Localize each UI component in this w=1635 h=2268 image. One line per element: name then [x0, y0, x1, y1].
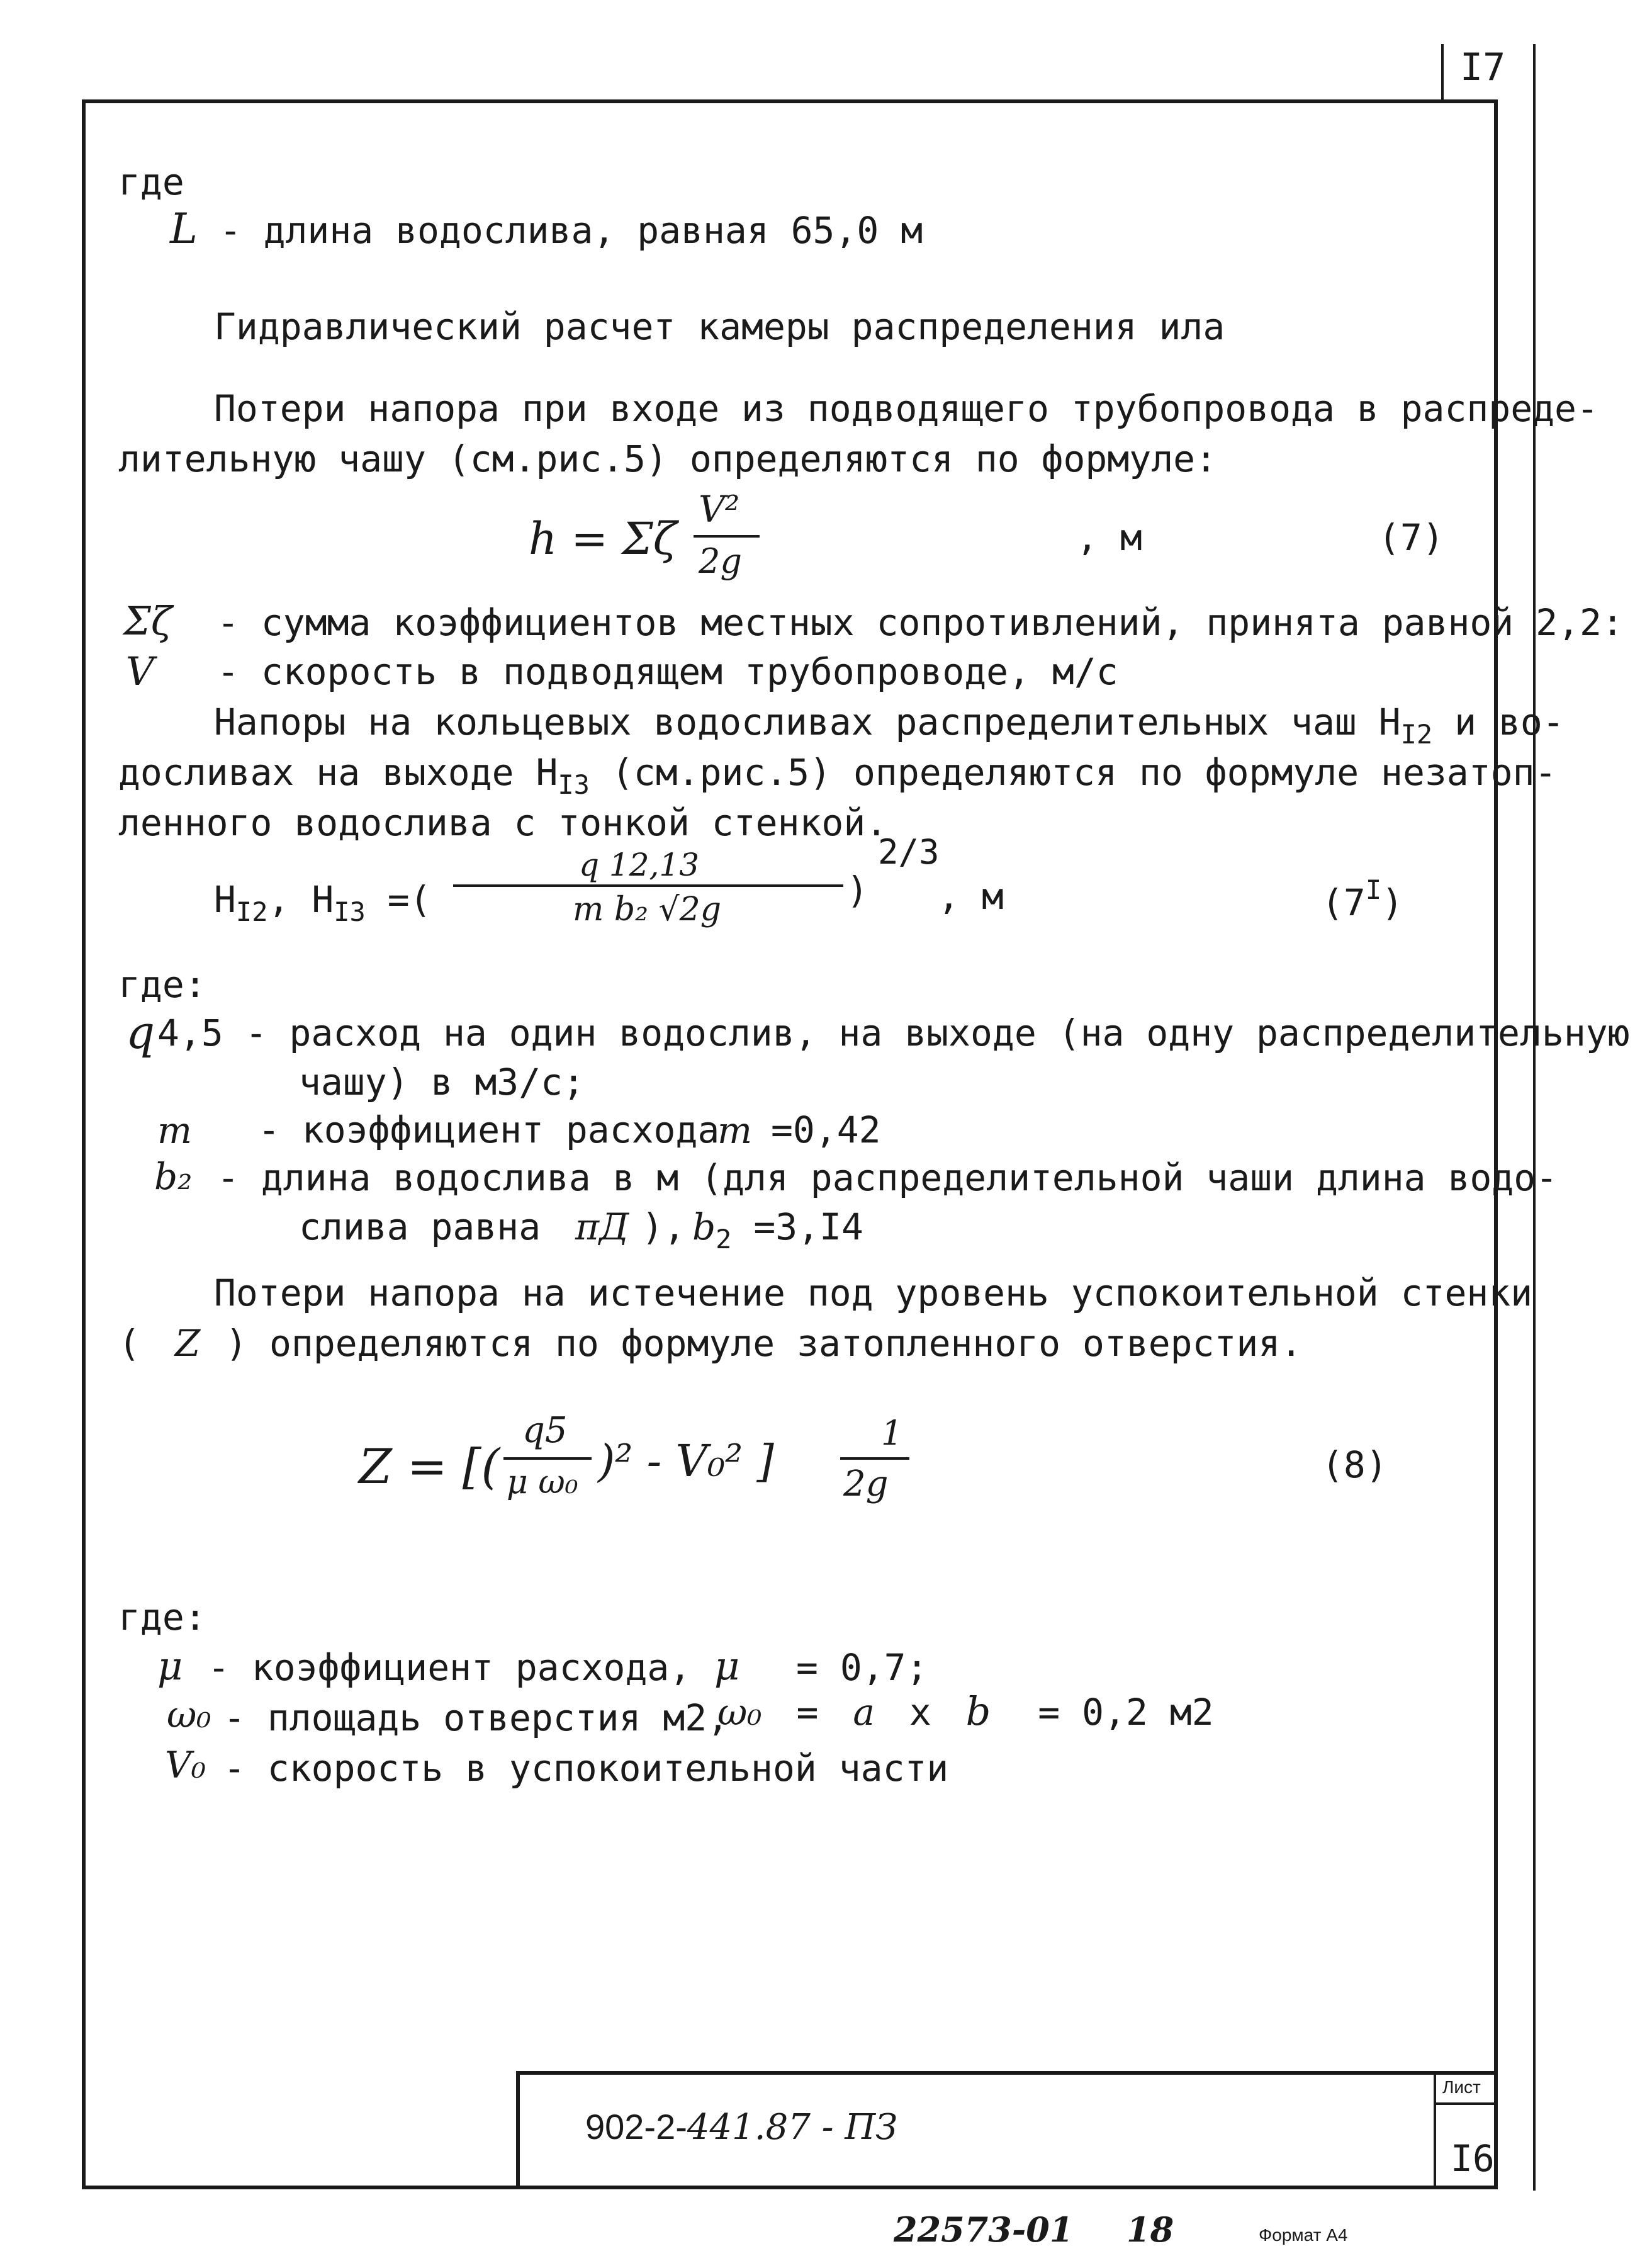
stamp-sheet-number: I6: [1451, 2137, 1495, 2180]
b-text-line2: [299, 1205, 686, 1248]
formula-7-number: (7): [1378, 516, 1444, 559]
para2-line1-text: Напоры на кольцевых водосливах распределительных чаш Н: [214, 701, 1401, 743]
def2-symbol: V: [126, 648, 154, 694]
formula-7-fraction-bar: [694, 535, 760, 538]
omega-eq: =: [796, 1691, 819, 1734]
para3-line2-text: ) определяются по формуле затопленного отверстия.: [225, 1322, 1303, 1365]
formula-8-frac-numerator: 1: [881, 1413, 903, 1453]
l-definition: [170, 205, 923, 253]
omega-symbol: ω₀: [167, 1693, 211, 1736]
right-frame-line: [1533, 44, 1536, 2191]
stamp-code-prefix: 902-2-: [585, 2107, 687, 2147]
omega-x: x: [909, 1691, 931, 1734]
formula-8-numerator: q5: [522, 1410, 568, 1451]
formula-7i-fraction-bar: [453, 884, 843, 887]
q-text-line1: 4,5 - расход на один водослив, на выходе (на одну распределительную: [157, 1012, 1630, 1054]
para2-line2-end: (см.рис.5) определяются по формуле незатоп-: [589, 751, 1557, 794]
q-symbol: q: [126, 1006, 155, 1059]
formula-7i-h2: , Н: [267, 878, 334, 921]
q-text-line2: чашу) в м3/с;: [299, 1061, 585, 1103]
formula-7-lhs: h = Σζ: [529, 513, 677, 565]
def2-text: - скорость в подводящем трубопроводе, м/с: [217, 650, 1118, 693]
mu-value-symbol: μ: [714, 1643, 740, 1689]
b2-symbol: b: [692, 1205, 716, 1248]
formula-7i-close: ): [846, 869, 868, 911]
para2-line2-sub: I3: [558, 769, 590, 800]
where-label-1: где: [118, 161, 184, 203]
stamp-divider: [1434, 2071, 1436, 2189]
para2-line2: [118, 751, 1557, 803]
omega-formula: [717, 1688, 1214, 1734]
b-text-line1: - длина водослива в м (для распределительной чаши длина водо-: [217, 1156, 1558, 1199]
omega-formula-symbol: ω₀: [717, 1691, 762, 1734]
section-heading: Гидравлический расчет камеры распределения ила: [214, 305, 1225, 348]
stamp-code: [585, 2109, 897, 2146]
mu-symbol: μ: [157, 1643, 183, 1689]
def1-text: - сумма коэффициентов местных сопротивлений, принята равной 2,2:: [217, 601, 1624, 644]
b-symbol: b₂: [154, 1155, 193, 1198]
para3-z: Z: [174, 1322, 201, 1365]
formula-8-fraction-bar: [503, 1457, 592, 1460]
formula-7i-open: =(: [365, 878, 432, 921]
omega-b: b: [965, 1688, 991, 1734]
v0-text: - скорость в успокоительной части: [223, 1747, 949, 1790]
formula-8-frac-bar: [840, 1457, 909, 1460]
formula-7-denominator: 2g: [699, 541, 742, 581]
b-text-line2-a: слива равна: [299, 1205, 541, 1248]
formula-7i-number: [1322, 872, 1404, 924]
formula-7i-sub1: I2: [235, 896, 268, 927]
para2-line1-sub: I2: [1400, 719, 1433, 750]
para1-line1: Потери напора при входе из подводящего трубопровода в распреде-: [214, 387, 1598, 430]
omega-text: - площадь отверстия м2,: [223, 1696, 729, 1739]
m-value: =0,42: [771, 1109, 881, 1151]
stamp-label-divider: [1434, 2102, 1498, 2105]
b2-value: =3,I4: [753, 1205, 863, 1248]
top-right-line: [1441, 44, 1444, 99]
stamp-code-hand: 441.87 - ПЗ: [687, 2107, 898, 2148]
para3-line2: [118, 1322, 1303, 1365]
formula-8-middle: )² - V₀² ]: [598, 1435, 774, 1487]
formula-7i-denominator: m b₂ √2g: [573, 891, 722, 928]
formula-7-numerator: V²: [699, 488, 740, 531]
v0-symbol: V₀: [165, 1744, 206, 1786]
para1-line2: лительную чашу (см.рис.5) определяются по формуле:: [118, 437, 1217, 480]
where-label-2: где:: [118, 963, 206, 1006]
stamp-sheet-label: Лист: [1442, 2077, 1481, 2097]
formula-8-number: (8): [1322, 1443, 1388, 1486]
formula-7-unit: , м: [1076, 516, 1142, 559]
where-label-3: где:: [118, 1596, 206, 1639]
formula-8-frac-denominator: 2g: [843, 1464, 889, 1504]
formula-7i-lhs: [214, 878, 432, 930]
b-pid: πД: [575, 1205, 629, 1248]
l-symbol: L: [170, 205, 198, 253]
omega-a: a: [853, 1691, 875, 1734]
l-text: - длина водослива, равная 65,0 м: [219, 209, 923, 252]
def1-symbol: Σζ: [123, 598, 172, 644]
para2-line1: [214, 701, 1565, 753]
para2-line2-text: досливах на выходе Н: [118, 751, 558, 794]
para2-line1-end: и во-: [1432, 701, 1565, 743]
corner-sheet-number: I7: [1460, 45, 1506, 89]
formula-7i-power: 2/3: [878, 832, 940, 872]
mu-text: - коэффициент расхода,: [208, 1646, 692, 1689]
para2-line3: ленного водослива с тонкой стенкой.: [118, 801, 888, 844]
omega-value: = 0,2 м2: [1038, 1691, 1214, 1734]
b2-value-expression: [692, 1205, 863, 1258]
formula-7i-h1: Н: [214, 878, 236, 921]
formula-7i-num-b: ): [1381, 881, 1404, 924]
m-symbol: m: [157, 1109, 192, 1152]
para3-line1: Потери напора на истечение под уровень успокоительной стенки: [214, 1272, 1533, 1314]
footer-inventory: 22573-01: [894, 2209, 1074, 2250]
b-text-line2-b: ),: [641, 1205, 686, 1248]
mu-value: = 0,7;: [796, 1646, 928, 1689]
m-value-symbol: m: [717, 1109, 752, 1152]
formula-8-denominator: μ ω₀: [507, 1464, 578, 1501]
formula-7i-numerator: q 12,13: [579, 847, 700, 883]
formula-7i-num-sup: I: [1365, 874, 1382, 905]
formula-7i-unit: , м: [938, 875, 1004, 918]
formula-7i-sub2: I3: [334, 896, 366, 927]
m-text: - коэффициент расхода: [258, 1109, 720, 1151]
formula-8-lhs: Z = [(: [359, 1438, 500, 1494]
b2-sub: 2: [716, 1224, 732, 1255]
para3-paren-open: (: [118, 1322, 140, 1365]
footer-page: 18: [1127, 2209, 1174, 2250]
formula-7i-num-a: (7: [1322, 881, 1366, 924]
footer-format: Формат А4: [1259, 2225, 1348, 2245]
